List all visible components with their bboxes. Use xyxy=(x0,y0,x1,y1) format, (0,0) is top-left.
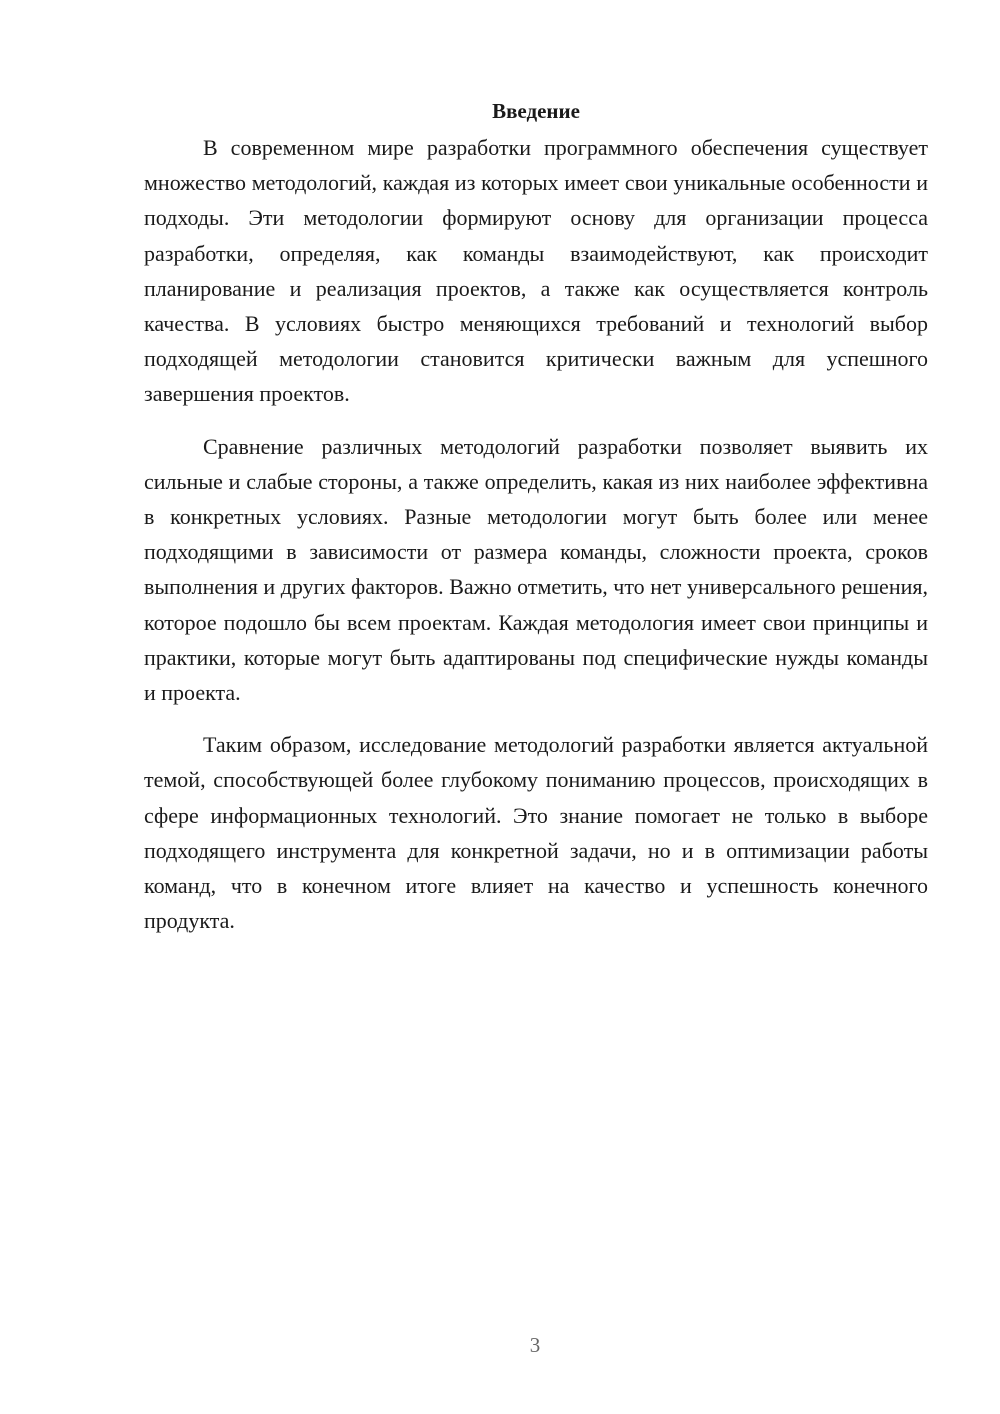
page-title: Введение xyxy=(492,99,580,123)
page-content xyxy=(144,96,928,938)
paragraph-3: Таким образом, исследование методологий разработки является актуальной темой, способствующей более глубокому пониманию процессов, происходящих в сфере информационных технологий. Это знание помогает не только в выборе подходящего инструмента для конкретной задачи, но и в оптимизации работы команд, что в конечном итоге влияет на качество и успешность конечного продукта. xyxy=(144,732,928,934)
paragraph-1: В современном мире разработки программного обеспечения существует множество методологий, каждая из которых имеет свои уникальные особенности и подходы. Эти методологии формируют основу для организации процесса разработки, определяя, как команды взаимодействуют, как происходит планирование и реализация проектов, а также как осуществляется контроль качества. В условиях быстро меняющихся требований и технологий выбор подходящей методологии становится критически важным для успешного завершения проектов. xyxy=(144,135,928,407)
paragraph-2: Сравнение различных методологий разработки позволяет выявить их сильные и слабые стороны, а также определить, какая из них наиболее эффективна в конкретных условиях. Разные методологии могут быть более или менее подходящими в зависимости от размера команды, сложности проекта, сроков выполнения и других факторов. Важно отметить, что нет универсального решения, которое подошло бы всем проектам. Каждая методология имеет свои принципы и практики, которые могут быть адаптированы под специфические нужды команды и проекта. xyxy=(144,433,928,706)
page-number: 3 xyxy=(529,1333,541,1357)
